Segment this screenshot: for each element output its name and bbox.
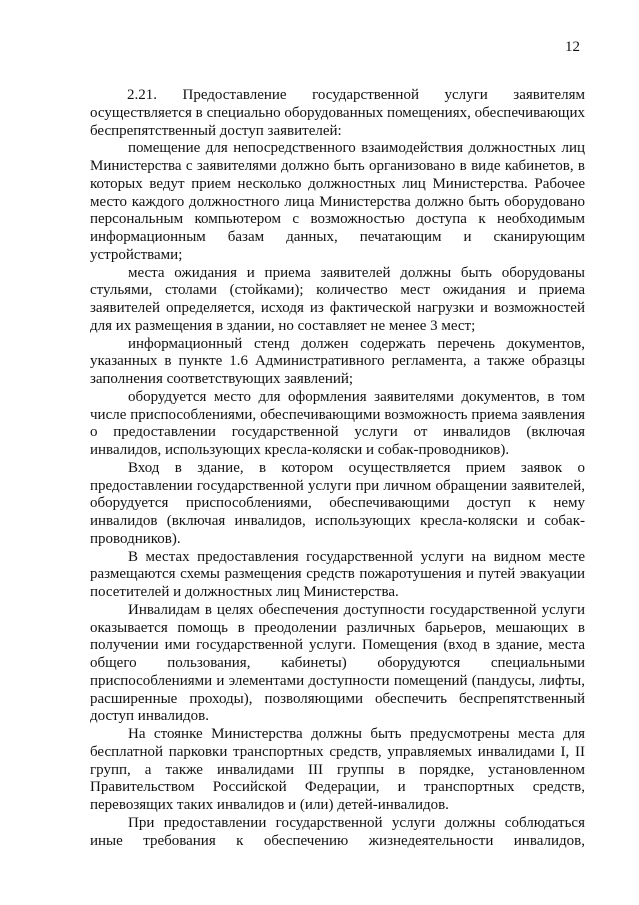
paragraph-reception-room: помещение для непосредственного взаимодействия должностных лиц Министерства с заявителями должно быть организовано в виде кабинетов, в которых ведут прием несколько должностных лиц Министерства. Рабочее место каждого должностного лица Министерства должно быть оборудовано персональным компьютером с возможностью доступа к необходимым информационным базам данных, печатающим и сканирующим устройствами; [90, 140, 585, 263]
paragraph-other-requirements: При предоставлении государственной услуги должны соблюдаться иные требования к обеспечению жизнедеятельности инвалидов, [90, 814, 585, 849]
paragraph-2-21-intro: 2.21. Предоставление государственной услуги заявителям осуществляется в специально оборудованных помещениях, обеспечивающих беспрепятственный доступ заявителей: [90, 87, 585, 139]
paragraph-disabled-assistance: Инвалидам в целях обеспечения доступности государственной услуги оказывается помощь в преодолении различных барьеров, мешающих в получении ими государственной услуги. Помещения (вход в здание, места общего пользования, кабинеты) оборудуются специальными приспособлениями и элементами доступности помещений (пандусы, лифты, расширенные проходы), позволяющими обеспечить беспрепятственный доступ инвалидов. [90, 601, 585, 725]
paragraph-information-stand: информационный стенд должен содержать перечень документов, указанных в пункте 1.6 Административного регламента, а также образцы заполнения соответствующих заявлений; [90, 335, 585, 387]
paragraph-building-entrance: Вход в здание, в котором осуществляется прием заявок о предоставлении государственной услуги при личном обращении заявителей, оборудуется приспособлениями, обеспечивающими доступ к нему инвалидов (включая инвалидов, использующих кресла-коляски и собак-проводников). [90, 459, 585, 547]
paragraph-evacuation-schemes: В местах предоставления государственной услуги на видном месте размещаются схемы размещения средств пожаротушения и путей эвакуации посетителей и должностных лиц Министерства. [90, 548, 585, 600]
paragraph-document-desk: оборудуется место для оформления заявителями документов, в том числе приспособлениями, обеспечивающими возможность приема заявления о предоставлении государственной услуги от инвалидов (включая инвалидов, использующих кресла-коляски и собак-проводников). [90, 388, 585, 458]
paragraph-waiting-area: места ожидания и приема заявителей должны быть оборудованы стульями, столами (стойками); количество мест ожидания и приема заявителей определяется, исходя из фактической нагрузки и возможностей для их размещения в здании, но составляет не менее 3 мест; [90, 264, 585, 334]
paragraph-parking: На стоянке Министерства должны быть предусмотрены места для бесплатной парковки транспортных средств, управляемых инвалидами I, II групп, а также инвалидами III группы в порядке, установленном Правительством Российской Федерации, и транспортных средств, перевозящих таких инвалидов и (или) детей-инвалидов. [90, 726, 585, 813]
document-body [90, 87, 585, 850]
page-number: 12 [565, 39, 580, 55]
